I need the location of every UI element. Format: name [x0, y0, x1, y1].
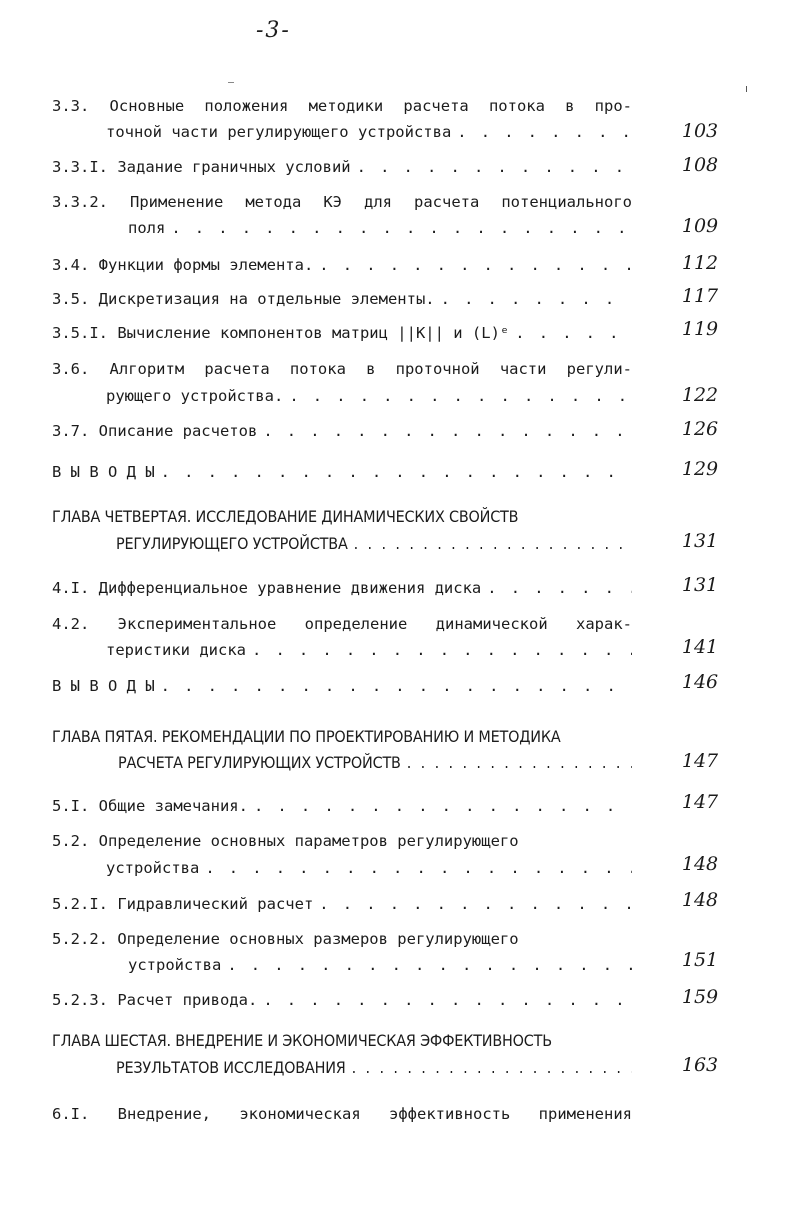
- toc-entry-6-1: 6.I. Внедрение, экономическая эффективность применения: [52, 1105, 632, 1123]
- toc-page-conclusions-1: 129: [681, 458, 719, 480]
- toc-page-3-5: 117: [681, 285, 719, 307]
- toc-page-4-2: 141: [681, 636, 719, 658]
- toc-chapter-4-line1: ГЛАВА ЧЕТВЕРТАЯ. ИССЛЕДОВАНИЕ ДИНАМИЧЕСКИХ СВОЙСТВ: [52, 507, 519, 526]
- toc-entry-3-3-2-line1: 3.3.2. Применение метода КЭ для расчета потенциального: [52, 193, 632, 211]
- toc-entry-5-2-line2: устройства . . .: [106, 858, 632, 878]
- toc-entry-5-2-line1: 5.2. Определение основных параметров регулирующего: [52, 832, 519, 850]
- toc-page-chapter-6: 163: [681, 1054, 719, 1076]
- toc-entry-3-6-line1: 3.6. Алгоритм расчета потока в проточной части регули-: [52, 360, 632, 378]
- toc-entry-3-3-1: 3.3.I. Задание граничных условий . . .: [52, 157, 632, 177]
- toc-page-3-3: 103: [681, 120, 719, 142]
- toc-chapter-5-line2: РАСЧЕТА РЕГУЛИРУЮЩИХ УСТРОЙСТВ . . .: [118, 753, 632, 773]
- toc-page-3-4: 112: [681, 252, 719, 274]
- toc-entry-4-2-line1: 4.2. Экспериментальное определение динамической харак-: [52, 615, 632, 633]
- toc-page-4-1: 131: [681, 574, 719, 596]
- toc-entry-3-6-line2: рующего устройства. . . .: [106, 386, 632, 406]
- toc-chapter-4-line2: РЕГУЛИРУЮЩЕГО УСТРОЙСТВА . . .: [116, 534, 632, 554]
- toc-entry-3-7: 3.7. Описание расчетов . . .: [52, 421, 632, 441]
- toc-entry-3-5-1: 3.5.I. Вычисление компонентов матриц ||K|| и (L)ᵉ . . .: [52, 323, 632, 343]
- toc-page-5-2-2: 151: [681, 949, 719, 971]
- toc-entry-5-1: 5.I. Общие замечания. . . .: [52, 796, 632, 816]
- toc-entry-3-5: 3.5. Дискретизация на отдельные элементы. . . .: [52, 289, 632, 309]
- toc-page-5-2-3: 159: [681, 986, 719, 1008]
- toc-entry-conclusions-2: В Ы В О Д Ы . . .: [52, 676, 632, 696]
- toc-page-conclusions-2: 146: [681, 671, 719, 693]
- toc-entry-3-3-2-line2: поля . . .: [128, 218, 632, 238]
- toc-page-3-6: 122: [681, 384, 719, 406]
- toc-chapter-6-line1: ГЛАВА ШЕСТАЯ. ВНЕДРЕНИЕ И ЭКОНОМИЧЕСКАЯ ЭФФЕКТИВНОСТЬ: [52, 1031, 552, 1050]
- toc-page-3-5-1: 119: [681, 318, 719, 340]
- toc-page-5-2-1: 148: [681, 889, 719, 911]
- toc-entry-conclusions-1: В Ы В О Д Ы . . .: [52, 462, 632, 482]
- toc-entry-5-2-2-line2: устройства . . .: [128, 955, 632, 975]
- toc-entry-5-2-2-line1: 5.2.2. Определение основных размеров регулирующего: [52, 930, 519, 948]
- toc-entry-3-3-line1: 3.3. Основные положения методики расчета потока в про-: [52, 97, 632, 115]
- toc-page-5-1: 147: [681, 791, 719, 813]
- toc-page-3-3-1: 108: [681, 154, 719, 176]
- toc-entry-5-2-1: 5.2.I. Гидравлический расчет . . .: [52, 894, 632, 914]
- toc-chapter-5-line1: ГЛАВА ПЯТАЯ. РЕКОМЕНДАЦИИ ПО ПРОЕКТИРОВАНИЮ И МЕТОДИКА: [52, 727, 561, 746]
- toc-page-chapter-5: 147: [681, 750, 719, 772]
- toc-entry-4-2-line2: теристики диска . . .: [106, 640, 632, 660]
- toc-entry-3-4: 3.4. Функции формы элемента. . . .: [52, 255, 632, 275]
- toc-page-3-7: 126: [681, 418, 719, 440]
- toc-entry-5-2-3: 5.2.3. Расчет привода. . . .: [52, 990, 632, 1010]
- toc-entry-3-3-line2: точной части регулирующего устройства . . .: [106, 122, 632, 142]
- toc-page-chapter-4: 131: [681, 530, 719, 552]
- toc-page-3-3-2: 109: [681, 215, 719, 237]
- toc-page-5-2: 148: [681, 853, 719, 875]
- toc-chapter-6-line2: РЕЗУЛЬТАТОВ ИССЛЕДОВАНИЯ . . .: [116, 1058, 632, 1078]
- page-number: -3-: [256, 18, 291, 43]
- toc-entry-4-1: 4.I. Дифференциальное уравнение движения диска . . .: [52, 578, 632, 598]
